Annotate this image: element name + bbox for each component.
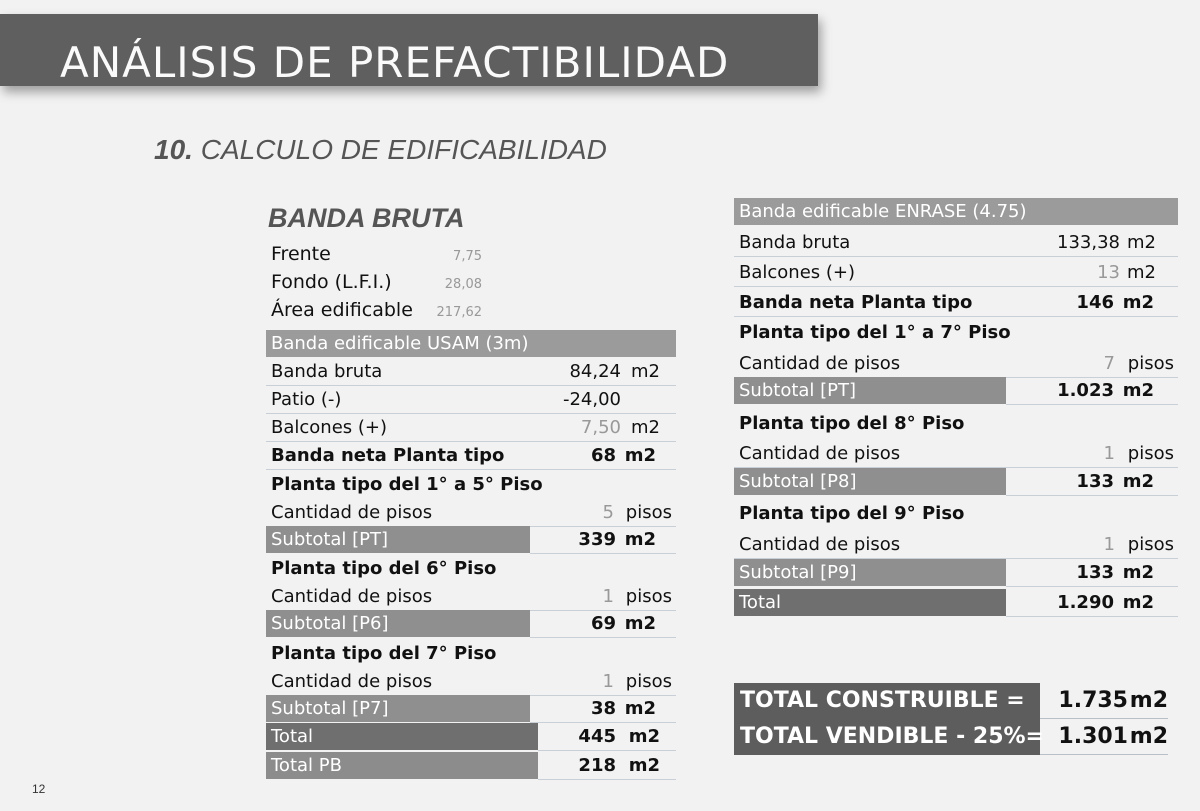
page-number: 12 [32, 782, 46, 796]
row-label: Banda bruta [739, 232, 851, 253]
row-unit: m2 [1122, 292, 1154, 313]
total-construible-label [734, 683, 1040, 719]
usam-row-neta [266, 442, 676, 470]
enrase-g1-title [734, 319, 1178, 347]
usam-g3-title [266, 640, 676, 668]
row-label: Cantidad de pisos [739, 534, 901, 555]
enrase-g3-title [734, 500, 1178, 528]
row-value: 13 [1097, 262, 1120, 283]
usam-header [266, 330, 676, 357]
subtotal-label: Subtotal [PT] [739, 380, 857, 401]
grand-total-label: TOTAL VENDIBLE - 25%= [740, 724, 1044, 749]
subtotal-label: Subtotal [P6] [271, 613, 389, 634]
usam-total-pb-label [266, 752, 538, 779]
subtotal-value: 133 [1076, 471, 1114, 492]
row-value: 84,24 [569, 361, 621, 382]
subtotal-value: 69 [590, 613, 616, 634]
enrase-row-banda-bruta [734, 229, 1178, 257]
subtotal-label: Subtotal [PT] [271, 529, 389, 550]
row-value: 7,50 [580, 417, 621, 438]
total-label: Total [739, 592, 782, 613]
total-label: Total [271, 726, 314, 747]
row-label: Banda bruta [271, 361, 383, 382]
total-vendible-value [1040, 719, 1168, 755]
subtotal-value: 1.023 [1057, 380, 1114, 401]
usam-g1-subtotal-label [266, 526, 530, 553]
row-unit: pisos [625, 586, 672, 607]
row-label: Cantidad de pisos [271, 671, 433, 692]
row-value: 1 [1103, 534, 1115, 555]
subtotal-value: 133 [1076, 562, 1114, 583]
usam-header-label: Banda edificable USAM (3m) [271, 333, 529, 354]
row-value: 1 [602, 671, 614, 692]
total-unit: m2 [1122, 592, 1154, 613]
total-pb-unit: m2 [628, 755, 660, 776]
enrase-g2-title [734, 410, 1178, 438]
subtotal-unit: m2 [624, 613, 656, 634]
fondo-label: Fondo (L.F.I.) [271, 271, 392, 293]
usam-row-banda-bruta [266, 358, 676, 386]
row-label: Banda neta Planta tipo [739, 292, 973, 313]
total-vendible-label [734, 719, 1044, 755]
grand-total-value: 1.301 [1058, 724, 1128, 749]
row-value: -24,00 [562, 389, 621, 410]
row-value: 68 [590, 445, 616, 466]
total-construible-value [1040, 683, 1168, 719]
row-label: Balcones (+) [739, 262, 855, 283]
subtotal-unit: m2 [1122, 471, 1154, 492]
frente-label: Frente [271, 243, 331, 265]
total-pb-value: 218 [578, 755, 616, 776]
enrase-header [734, 198, 1178, 225]
enrase-g1-subtotal-value [1006, 377, 1178, 405]
row-label: Cantidad de pisos [739, 443, 901, 464]
usam-g3-cantidad [266, 668, 676, 696]
subtotal-label: Subtotal [P9] [739, 562, 857, 583]
row-unit: m2 [631, 361, 660, 382]
subtotal-unit: m2 [1122, 562, 1154, 583]
area-value: 217,62 [436, 305, 482, 320]
enrase-g2-subtotal-value [1006, 468, 1178, 496]
usam-g3-subtotal-value [530, 695, 676, 723]
row-unit: m2 [624, 445, 656, 466]
usam-g2-title [266, 555, 676, 583]
row-value: 5 [602, 502, 614, 523]
row-unit: pisos [625, 671, 672, 692]
group-title: Planta tipo del 6° Piso [271, 558, 497, 579]
subtotal-value: 38 [590, 698, 616, 719]
enrase-g3-cantidad [734, 531, 1178, 559]
usam-row-balcones [266, 414, 676, 442]
section-title: CALCULO DE EDIFICABILIDAD [200, 134, 607, 165]
usam-total-label [266, 723, 538, 750]
row-value: 7 [1103, 353, 1115, 374]
group-title: Planta tipo del 1° a 5° Piso [271, 474, 543, 495]
usam-g3-subtotal-label [266, 695, 530, 722]
usam-g2-cantidad [266, 583, 676, 611]
usam-total-value [538, 723, 676, 751]
group-title: Planta tipo del 7° Piso [271, 643, 497, 664]
group-title: Planta tipo del 1° a 7° Piso [739, 322, 1011, 343]
usam-g2-subtotal-value [530, 610, 676, 638]
enrase-header-label: Banda edificable ENRASE (4.75) [739, 201, 1027, 222]
section-number: 10. [154, 134, 193, 165]
row-unit: m2 [1127, 262, 1156, 283]
group-title: Planta tipo del 9° Piso [739, 503, 965, 524]
total-unit: m2 [628, 726, 660, 747]
subtotal-label: Subtotal [P7] [271, 698, 389, 719]
title-bar [0, 14, 818, 86]
usam-g1-subtotal-value [530, 526, 676, 554]
grand-total-unit: m2 [1129, 724, 1168, 749]
row-label: Cantidad de pisos [271, 586, 433, 607]
grand-total-value: 1.735 [1058, 688, 1128, 713]
row-value: 133,38 [1057, 232, 1120, 253]
usam-row-patio [266, 386, 676, 414]
grand-total-label: TOTAL CONSTRUIBLE = [740, 688, 1025, 713]
grand-total-unit: m2 [1129, 688, 1168, 713]
banda-bruta-title: BANDA BRUTA [268, 203, 465, 233]
subtotal-unit: m2 [1122, 380, 1154, 401]
total-value: 445 [578, 726, 616, 747]
frente-value: 7,75 [453, 249, 482, 264]
enrase-g2-cantidad [734, 440, 1178, 468]
enrase-g1-cantidad [734, 350, 1178, 378]
row-value: 146 [1076, 292, 1114, 313]
group-title: Planta tipo del 8° Piso [739, 413, 965, 434]
row-unit: pisos [1127, 534, 1174, 555]
row-unit: pisos [1127, 443, 1174, 464]
subtotal-value: 339 [578, 529, 616, 550]
row-unit: m2 [631, 417, 660, 438]
enrase-g2-subtotal-label [734, 468, 1006, 495]
fondo-value: 28,08 [444, 277, 482, 292]
usam-g2-subtotal-label [266, 610, 530, 637]
enrase-total-label [734, 589, 1006, 616]
row-label: Cantidad de pisos [739, 353, 901, 374]
row-unit: pisos [625, 502, 672, 523]
area-label: Área edificable [271, 299, 413, 321]
subtotal-label: Subtotal [P8] [739, 471, 857, 492]
enrase-g3-subtotal-label [734, 559, 1006, 586]
row-label: Patio (-) [271, 389, 342, 410]
row-label: Cantidad de pisos [271, 502, 433, 523]
enrase-total-value [1006, 589, 1178, 617]
usam-g1-title [266, 471, 676, 499]
enrase-row-balcones [734, 259, 1178, 287]
enrase-g1-subtotal-label [734, 377, 1006, 404]
usam-total-pb-value [538, 752, 676, 780]
total-value: 1.290 [1057, 592, 1114, 613]
total-pb-label: Total PB [271, 755, 342, 776]
section-heading [154, 134, 607, 166]
row-unit: m2 [1127, 232, 1156, 253]
subtotal-unit: m2 [624, 529, 656, 550]
enrase-g3-subtotal-value [1006, 559, 1178, 587]
enrase-row-neta [734, 289, 1178, 317]
row-unit: pisos [1127, 353, 1174, 374]
subtotal-unit: m2 [624, 698, 656, 719]
row-label: Balcones (+) [271, 417, 387, 438]
row-value: 1 [602, 586, 614, 607]
usam-g1-cantidad [266, 499, 676, 527]
row-value: 1 [1103, 443, 1115, 464]
row-label: Banda neta Planta tipo [271, 445, 505, 466]
page-title: ANÁLISIS DE PREFACTIBILIDAD [60, 38, 730, 87]
